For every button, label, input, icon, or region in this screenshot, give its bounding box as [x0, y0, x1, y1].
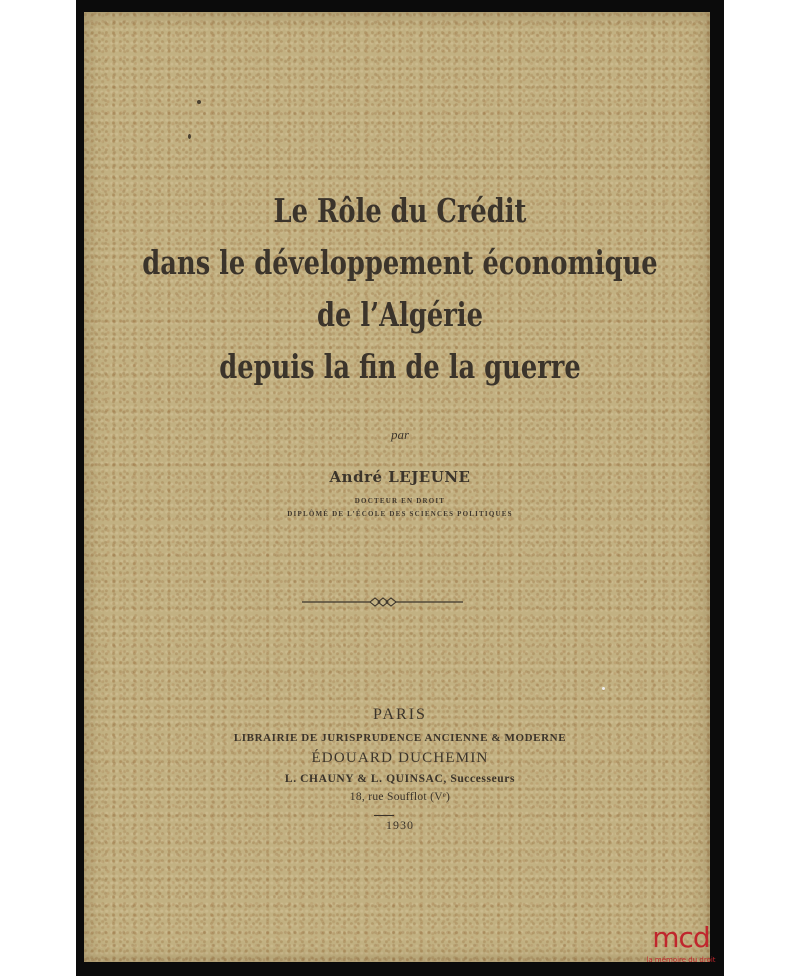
- title-line-1: Le Rôle du Crédit: [273, 191, 527, 230]
- author-credential-2: DIPLÔMÉ DE L’ÉCOLE DES SCIENCES POLITIQUES: [287, 510, 513, 518]
- watermark-letters: mcd: [652, 921, 710, 954]
- book-title: [0, 185, 800, 393]
- publisher-successors: L. CHAUNY & L. QUINSAC, Successeurs: [284, 773, 516, 785]
- watermark-tagline: la mémoire du droit: [646, 956, 716, 964]
- publisher-city: PARIS: [373, 706, 427, 723]
- author-name: André LEJEUNE: [329, 468, 471, 486]
- paper-speck: [602, 687, 605, 690]
- publication-year: 1930: [386, 818, 414, 832]
- title-line-3: de l’Algérie: [317, 295, 483, 334]
- byline: par: [390, 427, 410, 442]
- publisher-editor: ÉDOUARD DUCHEMIN: [311, 750, 489, 766]
- publisher-address: 18, rue Soufflot (Vᵉ): [349, 791, 451, 803]
- watermark-logo: [640, 922, 722, 974]
- ink-speck: [197, 100, 201, 104]
- author-credential-1: DOCTEUR EN DROIT: [354, 497, 446, 505]
- publisher-library: LIBRAIRIE DE JURISPRUDENCE ANCIENNE & MODERNE: [233, 732, 567, 744]
- title-line-2: dans le développement économique: [142, 243, 658, 282]
- title-line-4: depuis la fin de la guerre: [219, 347, 581, 386]
- year-rule: [374, 815, 394, 816]
- ornament-divider: [300, 594, 465, 610]
- ink-speck: [188, 134, 191, 139]
